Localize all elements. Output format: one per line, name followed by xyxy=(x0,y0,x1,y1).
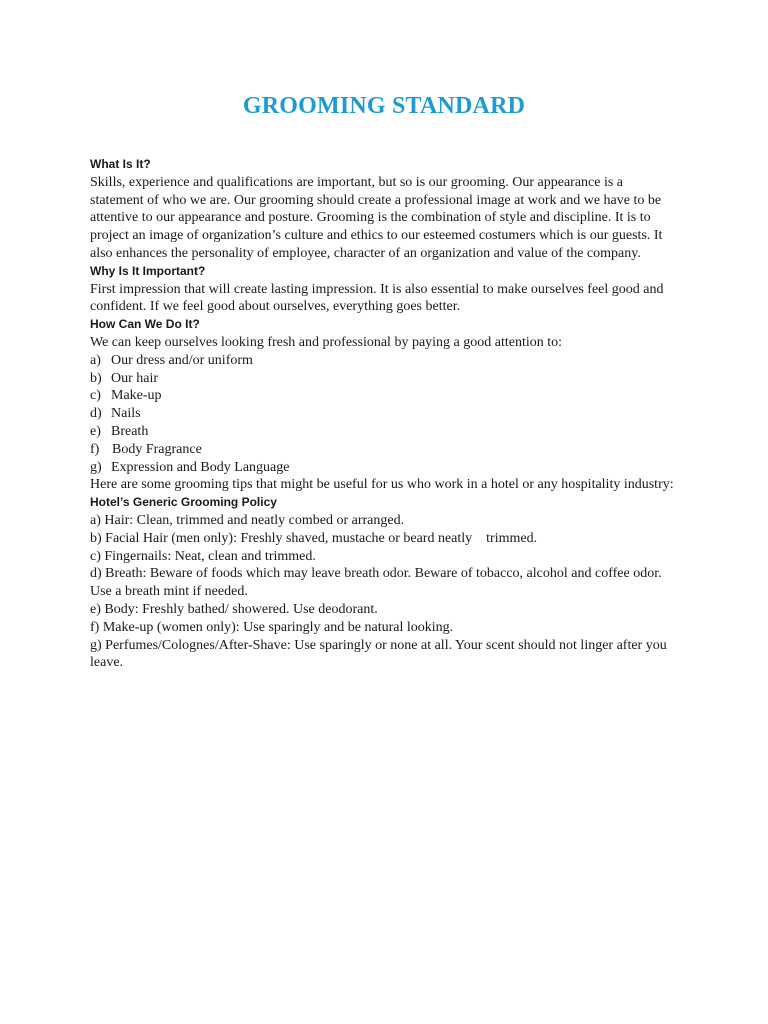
list-item xyxy=(90,441,680,459)
document-body xyxy=(90,156,680,672)
how-can-we-do-it-paragraph: We can keep ourselves looking fresh and professional by paying a good attention to: xyxy=(90,334,563,350)
list-marker: g) xyxy=(90,459,102,475)
section-heading-why-important: Why Is It Important? xyxy=(90,263,206,278)
list-item xyxy=(90,459,680,477)
list-marker: b) xyxy=(90,370,102,386)
list-item-text: Our dress and/or uniform xyxy=(111,352,253,368)
list-item-text: Body Fragrance xyxy=(112,441,202,457)
section-heading-grooming-policy: Hotel’s Generic Grooming Policy xyxy=(90,495,277,510)
list-item-text: Our hair xyxy=(111,370,159,386)
section-heading-what-is-it: What Is It? xyxy=(90,157,151,171)
list-item-text: Expression and Body Language xyxy=(111,459,290,475)
list-marker: d) xyxy=(90,406,102,422)
attention-list xyxy=(90,352,680,477)
policy-item: f) Make-up (women only): Use sparingly and be natural looking. xyxy=(90,619,454,635)
list-item xyxy=(90,387,680,405)
list-item-text: Nails xyxy=(111,406,141,422)
why-important-paragraph: First impression that will create lasting impression. It is also essential to make ourselves feel good and confident. If we feel good about ourselves, everything goes better. xyxy=(90,281,664,315)
section-heading-how-can-we-do-it: How Can We Do It? xyxy=(90,317,200,332)
policy-item: c) Fingernails: Neat, clean and trimmed. xyxy=(90,548,316,564)
policy-item: a) Hair: Clean, trimmed and neatly combed or arranged. xyxy=(90,512,405,528)
list-item xyxy=(90,370,680,388)
list-marker: a) xyxy=(90,352,101,368)
list-item-text: Make-up xyxy=(111,388,162,404)
list-marker: c) xyxy=(90,388,101,404)
list-item xyxy=(90,405,680,423)
grooming-tips-intro: Here are some grooming tips that might be useful for us who work in a hotel or any hospitality industry: xyxy=(90,477,674,493)
policy-item: d) Breath: Beware of foods which may leave breath odor. Beware of tobacco, alcohol and coffee odor. Use a breath mint if needed. xyxy=(90,566,662,600)
policy-item: e) Body: Freshly bathed/ showered. Use deodorant. xyxy=(90,601,378,617)
list-item-text: Breath xyxy=(111,423,149,439)
what-is-it-paragraph: Skills, experience and qualifications are important, but so is our grooming. Our appearance is a statement of who we are. Our grooming should create a professional image at work and we have to be attentive to our appearance and posture. Grooming is the combination of style and discipline. It is to project an image of organization’s culture and ethics to our esteemed costumers which is our guests. It also enhances the personality of employee, character of an organization and value of the company. xyxy=(90,174,663,261)
document-title: GROOMING STANDARD xyxy=(242,93,526,119)
list-marker: e) xyxy=(90,423,101,439)
list-marker: f) xyxy=(90,441,100,457)
policy-item: b) Facial Hair (men only): Freshly shaved, mustache or beard neatly trimmed. xyxy=(90,530,538,546)
list-item xyxy=(90,423,680,441)
policy-item: g) Perfumes/Colognes/After-Shave: Use sparingly or none at all. Your scent should not linger after you leave. xyxy=(90,637,667,671)
list-item xyxy=(90,352,680,370)
